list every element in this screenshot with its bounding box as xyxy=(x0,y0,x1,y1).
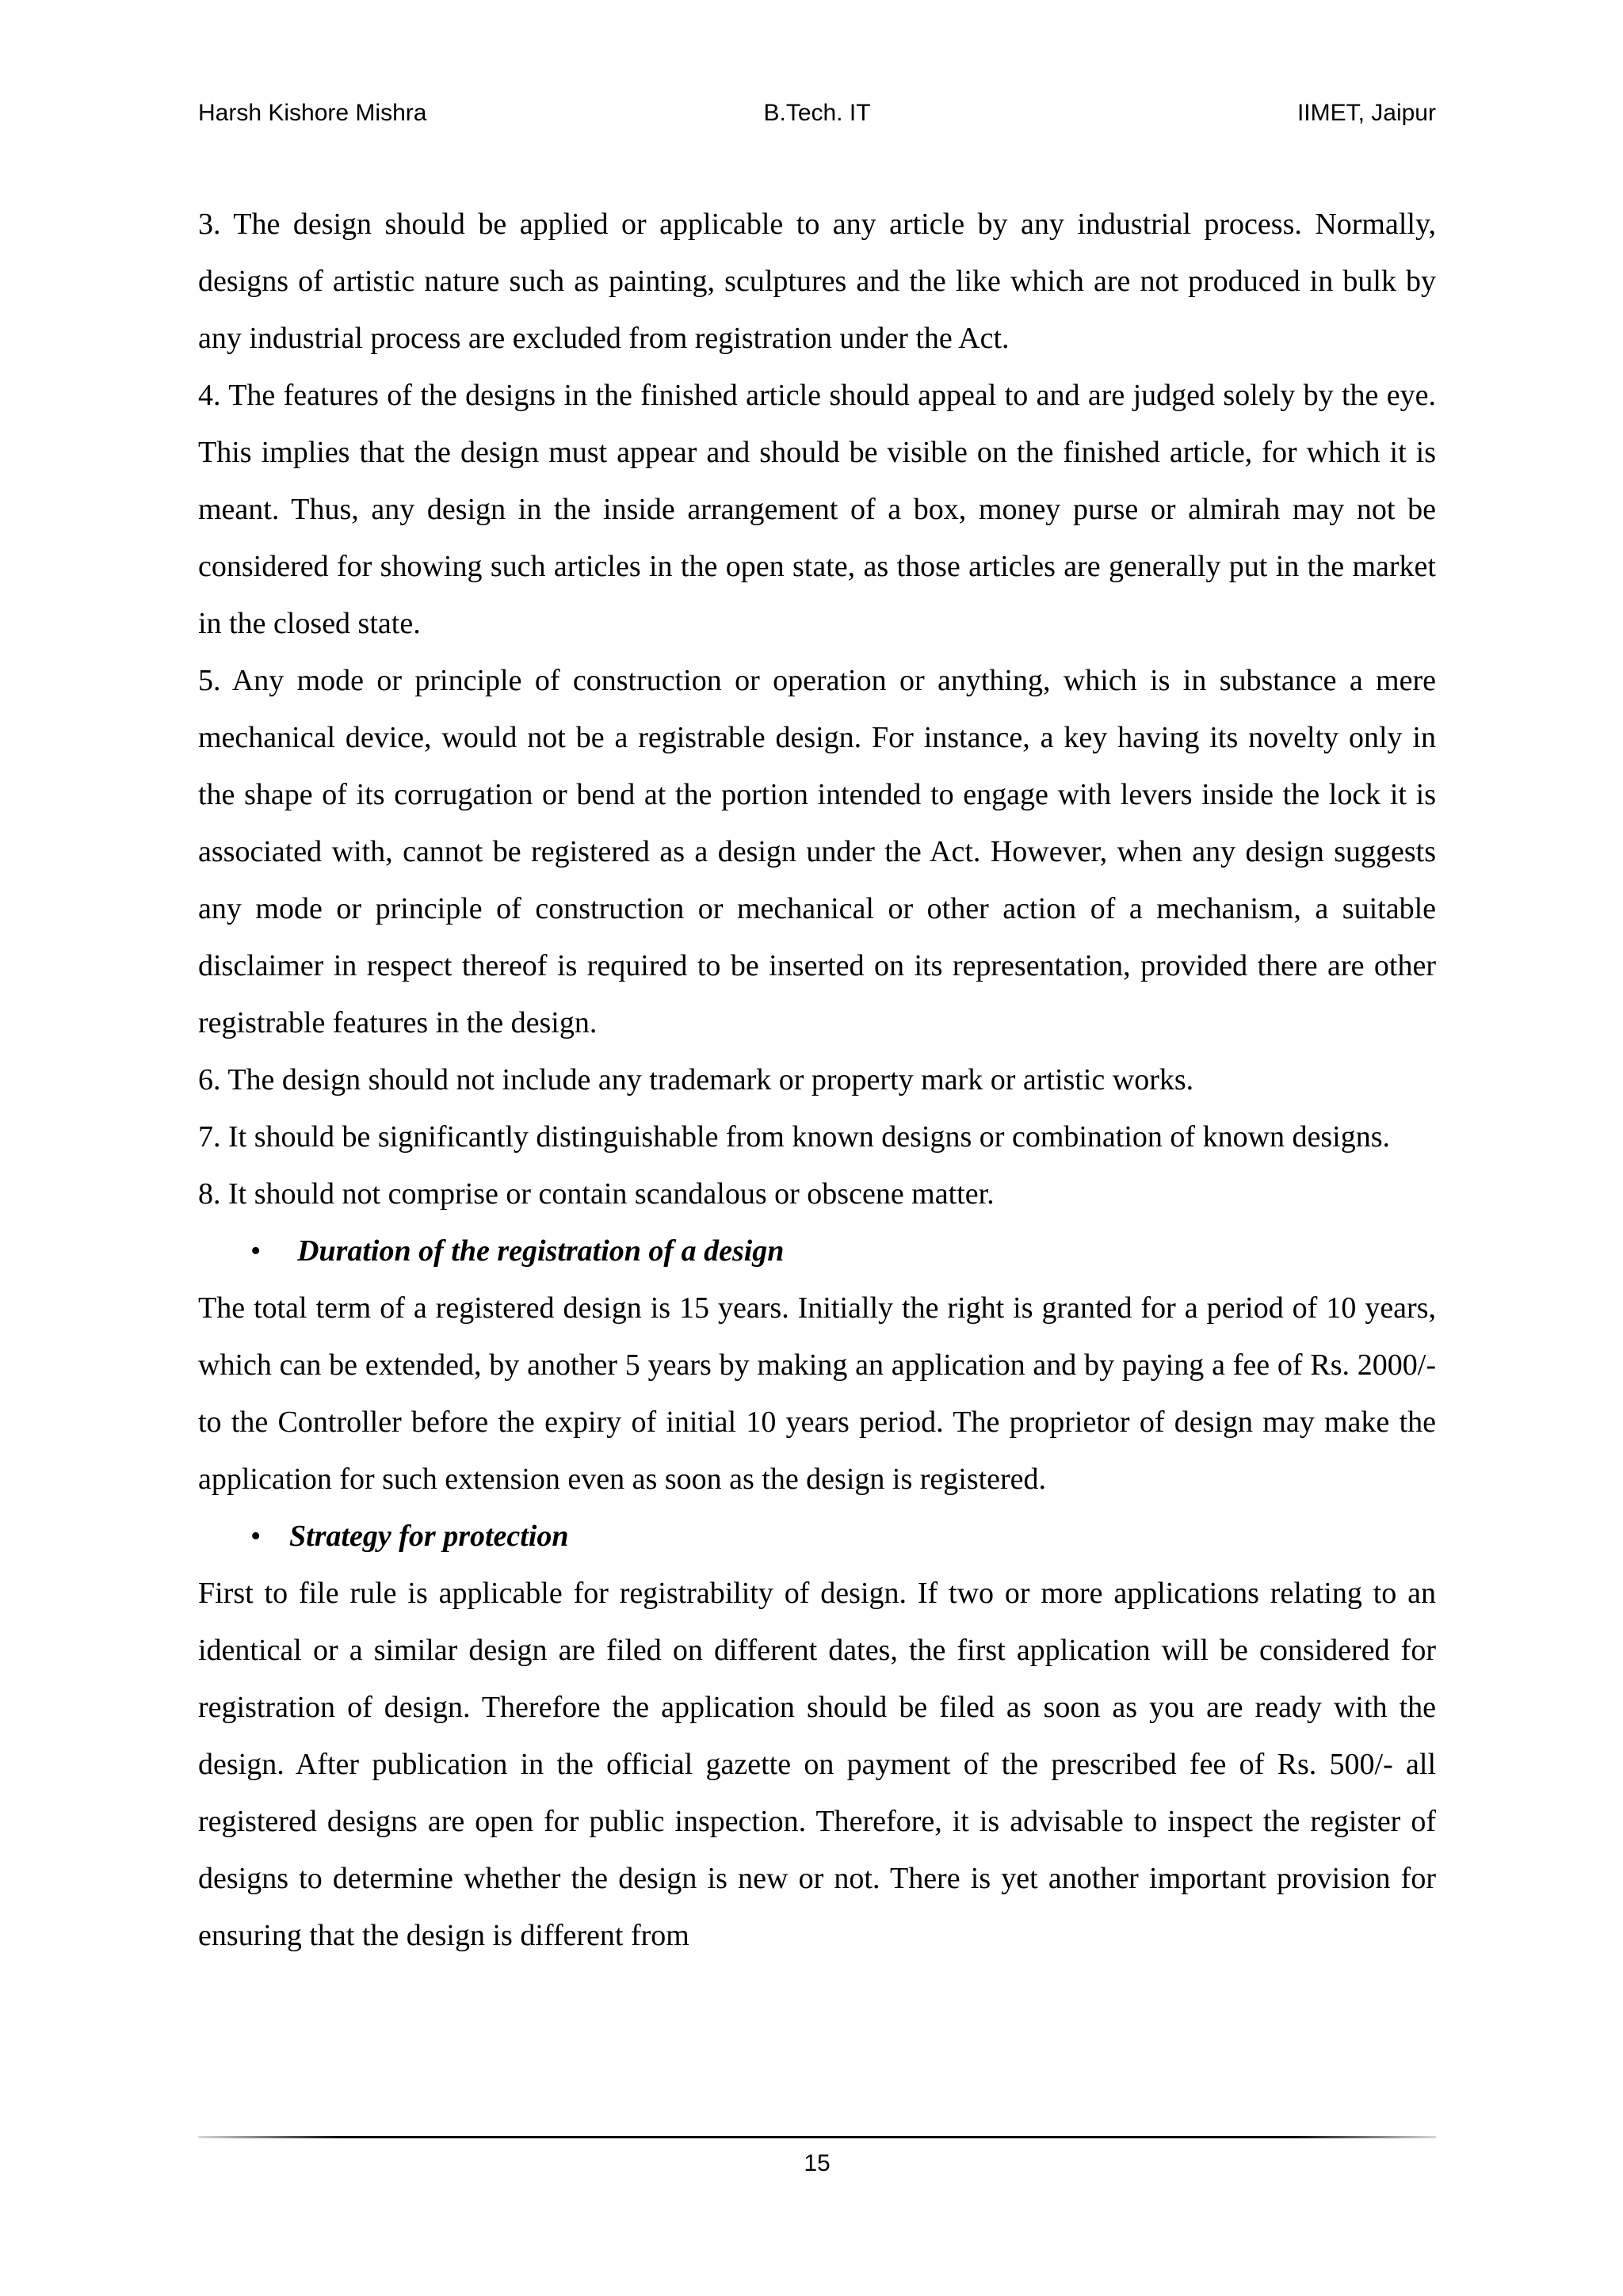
page-header xyxy=(198,93,1436,133)
header-author: Harsh Kishore Mishra xyxy=(198,100,427,126)
bullet-icon: • xyxy=(250,1234,262,1268)
paragraph-point-4: 4. The features of the designs in the finished article should appeal to and are judged solely by the eye. This implies that the design must appear and should be visible on the finished article, for which it is meant. Thus, any design in the inside arrangement of a box, money purse or almirah may not be considered for showing such articles in the open state, as those articles are generally put in the market in the closed state. xyxy=(198,379,1436,640)
bullet-icon: • xyxy=(250,1520,262,1553)
page-body xyxy=(198,196,1436,1964)
paragraph-duration: The total term of a registered design is 15 years. Initially the right is granted for a period of 10 years, which can be extended, by another 5 years by making an application and by paying a fee of Rs. 2000/- to the Controller before the expiry of initial 10 years period. The proprietor of design may make the application for such extension even as soon as the design is registered. xyxy=(198,1291,1436,1496)
paragraph-point-7: 7. It should be significantly distinguishable from known designs or combination of known designs. xyxy=(198,1120,1391,1154)
paragraph-strategy: First to file rule is applicable for registrability of design. If two or more applications relating to an identical or a similar design are filed on different dates, the first application will be considered for registration of design. Therefore the application should be filed as soon as you are ready with the design. After publication in the official gazette on payment of the prescribed fee of Rs. 500/- all registered designs are open for public inspection. Therefore, it is advisable to inspect the register of designs to determine whether the design is new or not. There is yet another important provision for ensuring that the design is different from xyxy=(198,1577,1436,1952)
paragraph-point-8: 8. It should not comprise or contain scandalous or obscene matter. xyxy=(198,1177,995,1211)
paragraph-point-6: 6. The design should not include any trademark or property mark or artistic works. xyxy=(198,1063,1194,1097)
paragraph-point-3: 3. The design should be applied or applicable to any article by any industrial process. Normally, designs of artistic nature such as painting, sculptures and the like which are not produced in bulk by any industrial process are excluded from registration under the Act. xyxy=(198,208,1436,355)
heading-strategy-text: Strategy for protection xyxy=(289,1520,569,1553)
page-number: 15 xyxy=(804,2150,831,2176)
heading-duration-text: Duration of the registration of a design xyxy=(297,1234,785,1268)
footer-divider xyxy=(198,2136,1436,2138)
header-course: B.Tech. IT xyxy=(763,100,871,126)
section-heading-duration xyxy=(198,1222,1436,1280)
paragraph-point-5: 5. Any mode or principle of construction or operation or anything, which is in substance a mere mechanical device, would not be a registrable design. For instance, a key having its novelty only in the shape of its corrugation or bend at the portion intended to engage with levers inside the lock it is associated with, cannot be registered as a design under the Act. However, when any design suggests any mode or principle of construction or mechanical or other action of a mechanism, a suitable disclaimer in respect thereof is required to be inserted on its representation, provided there are other registrable features in the design. xyxy=(198,664,1436,1039)
section-heading-strategy xyxy=(198,1508,1436,1565)
header-institute: IIMET, Jaipur xyxy=(1296,100,1436,126)
